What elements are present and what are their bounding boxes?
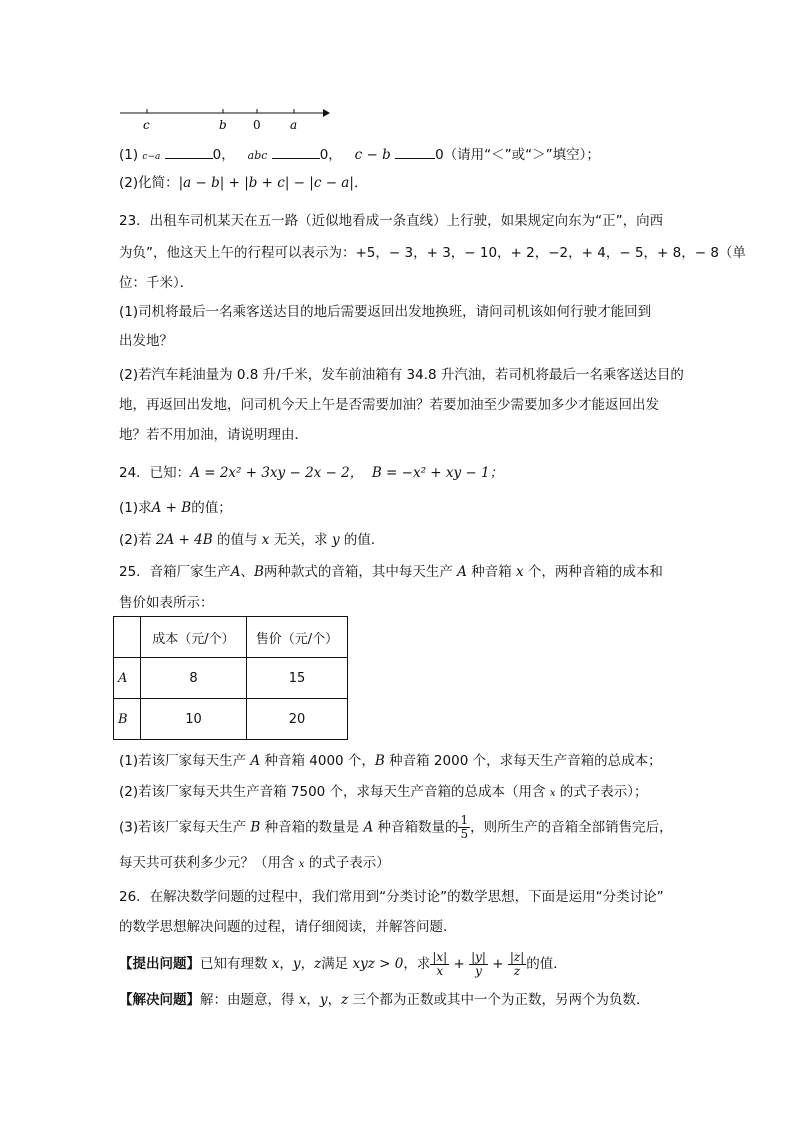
number-line-label-0: 0 <box>253 118 261 132</box>
number-line-label-b: b <box>219 118 227 132</box>
p24-q2: (2)若 2A + 4B 的值与 x 无关，求 y 的值． <box>119 532 385 548</box>
table-cell: A <box>114 658 141 699</box>
answer-blank-1[interactable] <box>165 144 213 159</box>
p25-line2: 售价如表所示： <box>119 595 214 611</box>
p26-line2: 的数学思想解决问题的过程，请仔细阅读，并解答问题． <box>119 919 457 935</box>
p25-line1: 25．音箱厂家生产A、B两种款式的音箱，其中每天生产 A 种音箱 x 个，两种音箱的成本和 <box>119 564 663 580</box>
p22-q2: (2)化简：|a − b| + |b + c| − |c − a|． <box>119 175 368 191</box>
p22-q1: (1) c−a 0， abc 0， c − b 0（请用“＜”或“＞”填空）； <box>119 144 600 167</box>
number-line-arrow <box>323 109 330 117</box>
p23-q2-line2: 地，再返回出发地，问司机今天上午是否需要加油？若要加油至少需要加多少才能返回出发 <box>119 397 659 413</box>
price-table <box>113 616 348 740</box>
p26-question: 【提出问题】已知有理数 x，y，z满足 xyz > 0，求 $\frac{|x|}{x}$ + $\frac{|y|}{y}$ + $\frac{|z|}{z}$ 的值． <box>119 949 567 978</box>
fraction-abs-y: $\frac{|y|}{y}$ <box>471 949 486 978</box>
p23-line2: 为负”，他这天上午的行程可以表示为：+5，− 3，+ 3，− 10，+ 2，−2，+ 4，− 5，+ 8，− 8（单 <box>119 245 746 261</box>
table-row <box>114 658 348 699</box>
p26-line1: 26．在解决数学问题的过程中，我们常用到“分类讨论”的数学思想，下面是运用“分类讨论” <box>119 889 664 905</box>
p23-line1: 23．出租车司机某天在五一路（近似地看成一条直线）上行驶，如果规定向东为“正”，向西 <box>119 213 664 229</box>
fraction-abs-z: $\frac{|z|}{z}$ <box>509 949 525 978</box>
p23-q1-line1: (1)司机将最后一名乘客送达目的地后需要返回出发地换班，请问司机该如何行驶才能回到 <box>119 304 652 320</box>
table-header-row <box>114 617 348 658</box>
number-line <box>115 104 355 134</box>
table-header-cell: 售价（元/个） <box>247 617 348 658</box>
table-header-cell <box>114 617 141 658</box>
p26-solution: 【解决问题】解：由题意，得 x，y，z 三个都为正数或其中一个为正数，另两个为负数． <box>119 992 650 1008</box>
table-cell: 15 <box>247 658 348 699</box>
number-line-label-a: a <box>290 118 298 132</box>
p23-q1-line2: 出发地？ <box>119 333 173 349</box>
table-cell: 10 <box>141 699 247 740</box>
table-header-cell: 成本（元/个） <box>141 617 247 658</box>
fraction-abs-x: $\frac{|x|}{x}$ <box>432 949 448 978</box>
answer-blank-3[interactable] <box>395 144 435 159</box>
p24-q1: (1)求A + B的值； <box>119 500 232 516</box>
p23-line3: 位：千米）． <box>119 275 194 291</box>
table-row <box>114 699 348 740</box>
p25-q3-line2: 每天共可获利多少元？（用含 x 的式子表示） <box>119 855 390 871</box>
p25-q3: (3)若该厂家每天生产 B 种音箱的数量是 A 种音箱数量的 $\frac{1}{5}$ ，则所生产的音箱全部销售完后， <box>119 813 673 841</box>
answer-blank-2[interactable] <box>272 144 320 159</box>
number-line-label-c: c <box>143 118 150 132</box>
p23-q2-line1: (2)若汽车耗油量为 0.8 升/千米，发车前油箱有 34.8 升汽油，若司机将最后一名乘客送达目的 <box>119 367 684 383</box>
p24-intro: 24．已知：A = 2x² + 3xy − 2x − 2， B = −x² + xy − 1； <box>119 465 504 481</box>
p25-q2: (2)若该厂家每天共生产音箱 7500 个，求每天生产音箱的总成本（用含 x 的式子表示）； <box>119 784 648 800</box>
table-cell: 8 <box>141 658 247 699</box>
fraction-one-fifth: $\frac{1}{5}$ <box>460 813 469 841</box>
table-cell: B <box>114 699 141 740</box>
p25-q1: (1)若该厂家每天生产 A 种音箱 4000 个，B 种音箱 2000 个，求每天生产音箱的总成本； <box>119 753 662 769</box>
table-cell: 20 <box>247 699 348 740</box>
p23-q2-line3: 地？若不用加油，请说明理由． <box>119 427 308 443</box>
